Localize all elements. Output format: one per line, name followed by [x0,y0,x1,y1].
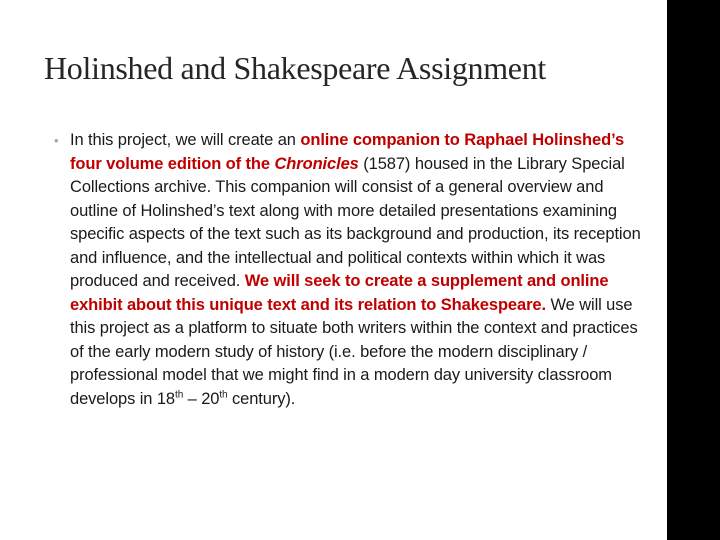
highlight-supplement: We will seek to create a supplement and online exhibit about this unique text and its relation to Shakespeare. [70,272,609,314]
slide-title: Holinshed and Shakespeare Assignment [44,50,546,86]
superscript-th-1: th [175,389,184,400]
bullet-list [54,129,644,411]
paragraph-text-3: We will use this project as a platform to situate both writers within the context and practices of the early modern study of history (i.e. before the modern disciplinary / professional model that we might find in a modern day university classroom develops in 18 [70,295,638,408]
paragraph-text-5: century). [227,389,296,408]
superscript-th-2: th [219,389,228,400]
bullet-icon: • [54,133,59,148]
paragraph-text-1: In this project, we will create an [70,131,301,149]
paragraph-text-2: (1587) housed in the Library Special Collections archive. This companion will consist of a general overview and outline of Holinshed’s text along with more detailed presentations examining specific aspects of the text such as its background and production, its reception and influence, and the intellectual and political contexts within which it was produced and received. [70,154,641,290]
paragraph-text-4: – 20 [183,389,220,408]
bullet-item [54,129,644,411]
highlight-text-1: online companion to Raphael Holinshed’s four volume edition of the [70,131,625,173]
side-bar [667,0,720,540]
highlight-chronicles-italic: Chronicles [274,154,359,173]
